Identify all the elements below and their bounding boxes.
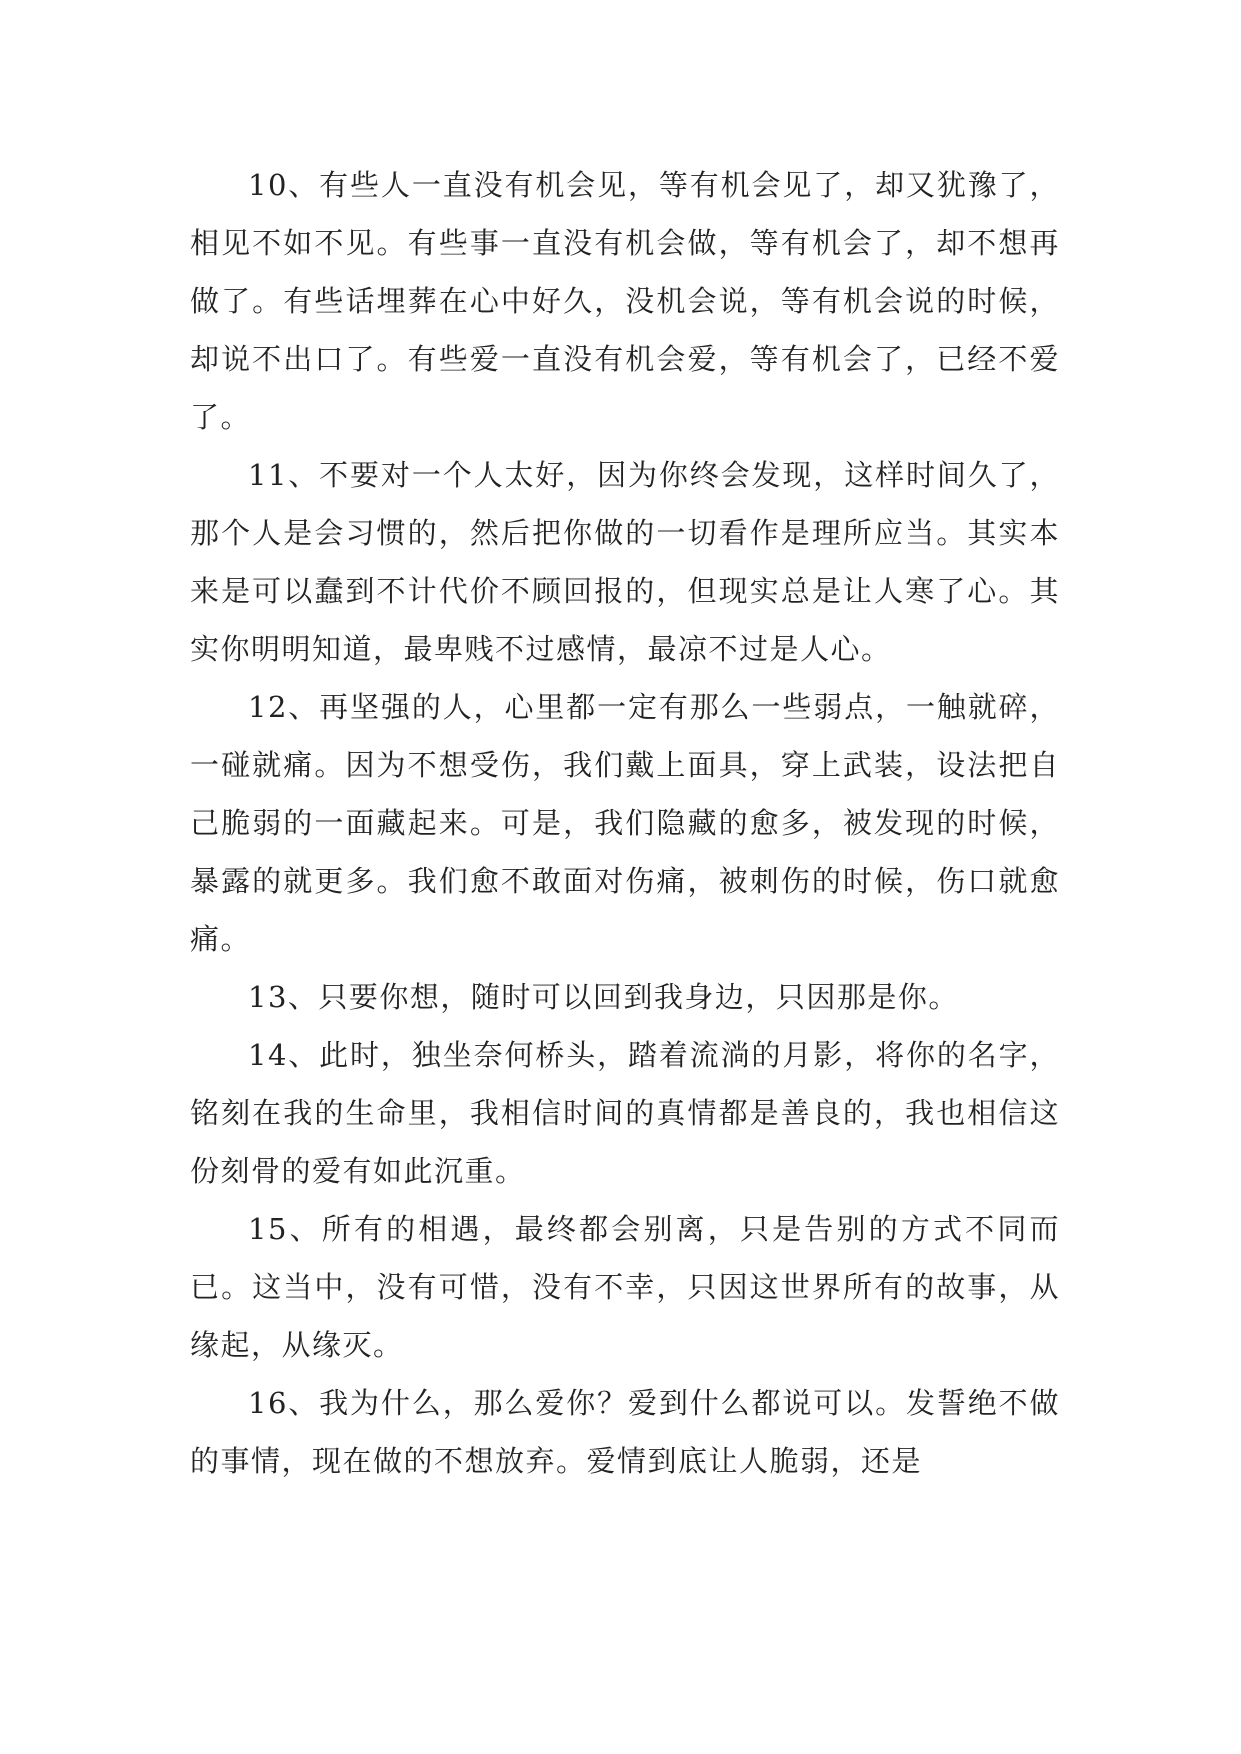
paragraph-16: 16、我为什么，那么爱你？爱到什么都说可以。发誓绝不做的事情，现在做的不想放弃。爱情到底让人脆弱，还是 xyxy=(190,1386,1060,1478)
paragraph-11: 11、不要对一个人太好，因为你终会发现，这样时间久了，那个人是会习惯的，然后把你做的一切看作是理所应当。其实本来是可以蠢到不计代价不顾回报的，但现实总是让人寒了心。其实你明明知道，最卑贱不过感情，最凉不过是人心。 xyxy=(190,458,1060,666)
paragraph-12: 12、再坚强的人，心里都一定有那么一些弱点，一触就碎，一碰就痛。因为不想受伤，我们戴上面具，穿上武装，设法把自己脆弱的一面藏起来。可是，我们隐藏的愈多，被发现的时候，暴露的就更多。我们愈不敢面对伤痛，被刺伤的时候，伤口就愈痛。 xyxy=(190,690,1060,956)
paragraph-15: 15、所有的相遇，最终都会别离，只是告别的方式不同而已。这当中，没有可惜，没有不幸，只因这世界所有的故事，从缘起，从缘灭。 xyxy=(190,1212,1060,1362)
paragraph-13: 13、只要你想，随时可以回到我身边，只因那是你。 xyxy=(248,980,959,1014)
paragraph-14: 14、此时，独坐奈何桥头，踏着流淌的月影，将你的名字，铭刻在我的生命里，我相信时间的真情都是善良的，我也相信这份刻骨的爱有如此沉重。 xyxy=(190,1038,1060,1188)
paragraph-10: 10、有些人一直没有机会见，等有机会见了，却又犹豫了，相见不如不见。有些事一直没有机会做，等有机会了，却不想再做了。有些话埋葬在心中好久，没机会说，等有机会说的时候，却说不出口了。有些爱一直没有机会爱，等有机会了，已经不爱了。 xyxy=(190,168,1060,434)
document-body xyxy=(190,156,1060,1490)
